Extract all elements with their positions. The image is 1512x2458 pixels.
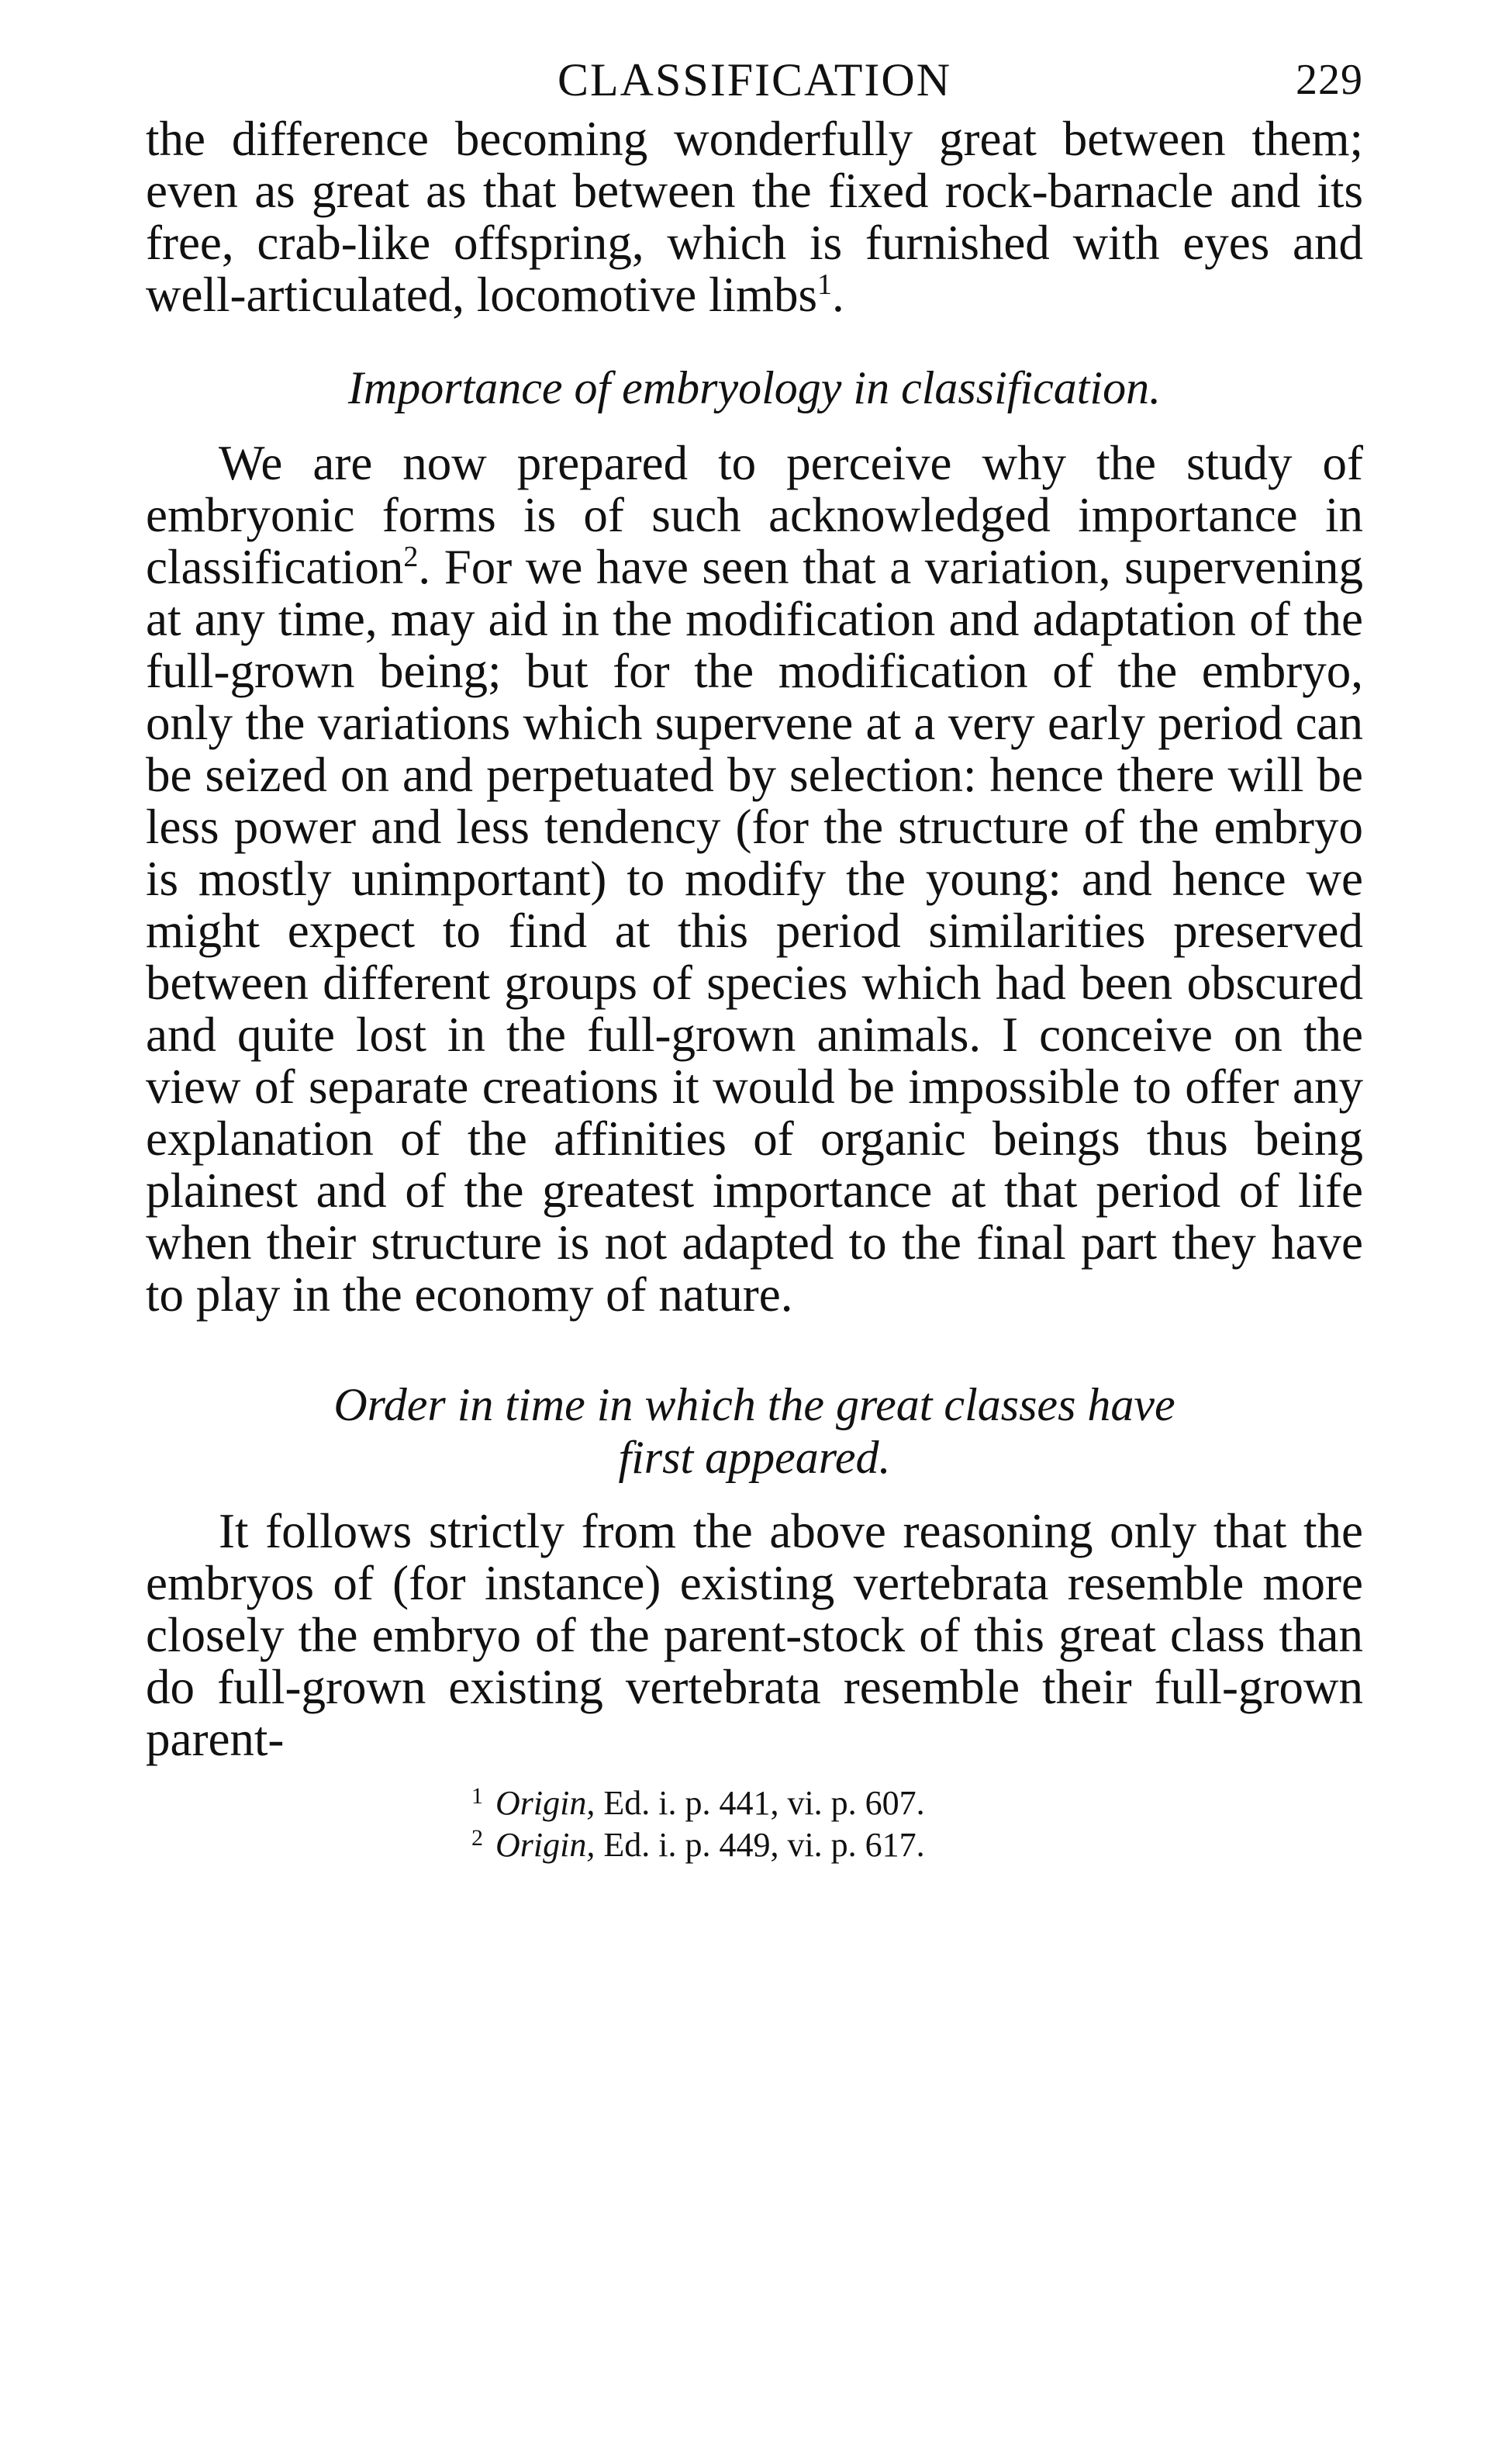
paragraph-1 bbox=[146, 113, 1363, 321]
footnote-ref-details: Ed. i. p. 449, vi. p. 617. bbox=[595, 1826, 925, 1864]
footnote-ref-1: 1 bbox=[817, 268, 833, 301]
footnote-mark: 1 bbox=[471, 1783, 483, 1809]
section-heading-order-in-time bbox=[146, 1378, 1363, 1484]
footnote-ref-2: 2 bbox=[403, 541, 419, 573]
footnote-1 bbox=[471, 1782, 1363, 1824]
footnote-2 bbox=[471, 1824, 1363, 1866]
footnote-mark: 2 bbox=[471, 1825, 483, 1851]
footnotes bbox=[146, 1782, 1363, 1866]
running-head bbox=[146, 47, 1363, 113]
section-heading-line-2: first appeared. bbox=[618, 1432, 891, 1483]
paragraph-2-text-b: . For we have seen that a variation, supervening at any time, may aid in the modification and adaptation of the full-grown being; but for the modification of the embryo, only the variations which supervene at a very early period can be seized on and perpetuated by selection: hence there will be less power and less tendency (for the structure of the embryo is mostly unimportant) to modify the young: and hence we might expect to find at this period similarities preserved between different groups of species which had been obscured and quite lost in the full-grown animals. I conceive on the view of separate creations it would be impossible to offer any explanation of the affinities of organic beings thus being plainest and of the greatest importance at that period of life when their structure is not adapted to the final part they have to play in the economy of nature. bbox=[146, 540, 1363, 1322]
footnote-ref-title: Origin, bbox=[495, 1784, 595, 1822]
book-page bbox=[146, 47, 1363, 2412]
paragraph-1-text: the difference becoming wonderfully great between them; even as great as that between the fixed rock-barnacle and its free, crab-like offspring, which is furnished with eyes and well-articulated, locomotive limbs bbox=[146, 112, 1363, 322]
page-number: 229 bbox=[1296, 56, 1363, 104]
footnote-ref-title: Origin, bbox=[495, 1826, 595, 1864]
section-heading-line-1: Order in time in which the great classes have bbox=[333, 1379, 1175, 1430]
paragraph-1-end: . bbox=[832, 268, 844, 322]
paragraph-2 bbox=[146, 437, 1363, 1321]
footnote-ref-details: Ed. i. p. 441, vi. p. 607. bbox=[595, 1784, 925, 1822]
section-heading-embryology: Importance of embryology in classification. bbox=[347, 362, 1162, 413]
paragraph-3: It follows strictly from the above reasoning only that the embryos of (for instance) existing vertebrata resemble more closely the embryo of the parent-stock of this great class than do full-grown existing vertebrata resemble their full-grown parent- bbox=[146, 1504, 1363, 1766]
paragraph-2-text-a: We are now prepared to perceive why the study of embryonic forms is of such acknowledged importance in classification bbox=[146, 436, 1363, 594]
chapter-title: CLASSIFICATION bbox=[557, 54, 952, 105]
body-text bbox=[146, 113, 1363, 1765]
